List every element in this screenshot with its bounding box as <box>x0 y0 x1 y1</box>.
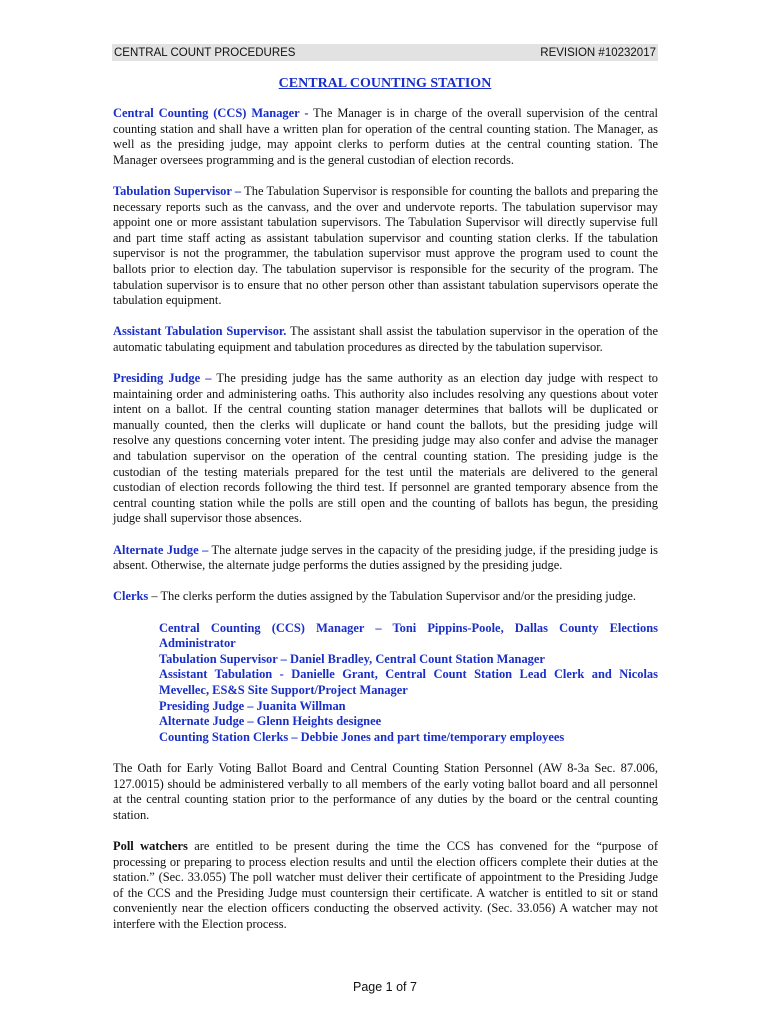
section-label: Tabulation Supervisor – <box>113 183 242 198</box>
section-presiding-judge <box>113 371 658 527</box>
page-header <box>112 44 658 61</box>
document-title: CENTRAL COUNTING STATION <box>278 76 492 91</box>
section-assistant-tabulation-supervisor <box>113 324 658 355</box>
section-alternate-judge <box>113 543 658 574</box>
personnel-roster <box>159 621 658 746</box>
roster-item: Presiding Judge – Juanita Willman <box>159 698 346 713</box>
poll-watchers-label: Poll watchers <box>113 838 188 853</box>
section-clerks <box>113 589 658 605</box>
header-revision-text: REVISION #10232017 <box>540 46 656 59</box>
roster-item: Alternate Judge – Glenn Heights designee <box>159 714 382 729</box>
section-text: The assistant shall assist the tabulation supervisor in the operation of the automatic tabulating equipment and tabulation procedures as directed by the tabulation supervisor. <box>113 324 658 354</box>
section-text: – The clerks perform the duties assigned by the Tabulation Supervisor and/or the presiding judge. <box>148 589 637 604</box>
section-tabulation-supervisor <box>113 184 658 309</box>
section-label: Clerks <box>113 589 149 604</box>
poll-watchers-text: are entitled to be present during the time the CCS has convened for the “purpose of processing or preparing to process election results and until the election officers complete their duties at the station.” (Sec. 33.055) The poll watcher must deliver their certificate of appointment to the Presiding Judge of the CCS and the Presiding Judge must countersign their certificate. A watcher is entitled to sit or stand conveniently near the election officers conducting the observed activity. (Sec. 33.056) A watcher may not interfere with the Election process. <box>113 838 658 931</box>
header-left-text: CENTRAL COUNT PROCEDURES <box>114 46 296 59</box>
section-text: The presiding judge has the same authority as an election day judge with respect to maintaining order and administering oaths. This authority also includes resolving any questions about voter intent on a ballot. If the central counting station manager determines that ballots will be duplicated or manually counted, then the clerks will duplicate or hand count the ballots, but the presiding judge will resolve any questions concerning voter intent. The presiding judge may also confer and advise the manager and tabulation supervisor on the operation of the central counting station. The presiding judge is the custodian of the testing materials prepared for the test until the materials are delivered to the general custodian of election records following the third test. If personnel are granted temporary absence from the central counting station while the polls are still open and the counting of ballots has begun, the presiding judge shall supervisor those absences. <box>113 371 658 526</box>
roster-item: Counting Station Clerks – Debbie Jones and part time/temporary employees <box>159 729 565 744</box>
section-label: Assistant Tabulation Supervisor. <box>113 324 287 339</box>
roster-item: Assistant Tabulation - Danielle Grant, Central Count Station Lead Clerk and Nicolas Mevellec, ES&S Site Support/Project Manager <box>159 667 658 697</box>
oath-paragraph: The Oath for Early Voting Ballot Board and Central Counting Station Personnel (AW 8-3a Sec. 87.006, 127.0015) should be administered verbally to all members of the early voting ballot board and all personnel at the central counting station prior to the performance of any duties by the board or the central counting station. <box>113 760 658 822</box>
section-label: Central Counting (CCS) Manager - <box>113 106 309 120</box>
section-text: The alternate judge serves in the capacity of the presiding judge, if the presiding judge is absent. Otherwise, the alternate judge performs the duties assigned by the presiding judge. <box>113 542 658 573</box>
section-label: Presiding Judge – <box>113 371 212 386</box>
poll-watchers-paragraph <box>113 839 658 933</box>
section-label: Alternate Judge – <box>113 542 209 557</box>
roster-item: Tabulation Supervisor – Daniel Bradley, Central Count Station Manager <box>159 651 545 666</box>
section-text: The Tabulation Supervisor is responsible for counting the ballots and preparing the necessary reports such as the canvass, and the over and undervote reports. The tabulation supervisor may appoint one or more assistant tabulation supervisors. The Tabulation Supervisor will directly supervise full and part time staff acting as assistant tabulation supervisor and counting station clerks. If the tabulation supervisor is not the programmer, the tabulation supervisor must approve the program used to count the ballots prior to election day. The tabulation supervisor is responsible for the security of the program. The tabulation supervisor is to ensure that no other person other than assistant tabulation supervisors operate the tabulation equipment. <box>113 183 658 308</box>
roster-item: Central Counting (CCS) Manager – Toni Pippins-Poole, Dallas County Elections Administrator <box>159 620 658 651</box>
section-text: The Manager is in charge of the overall supervision of the central counting station and shall have a written plan for operation of the central counting station. The Manager, as well as the presiding judge, may appoint clerks to perform duties at the central counting station. The Manager oversees programming and is the general custodian of election records. <box>113 106 658 167</box>
document-body <box>113 106 658 948</box>
section-ccs-manager <box>113 106 658 168</box>
page-number: Page 1 of 7 <box>353 980 417 994</box>
